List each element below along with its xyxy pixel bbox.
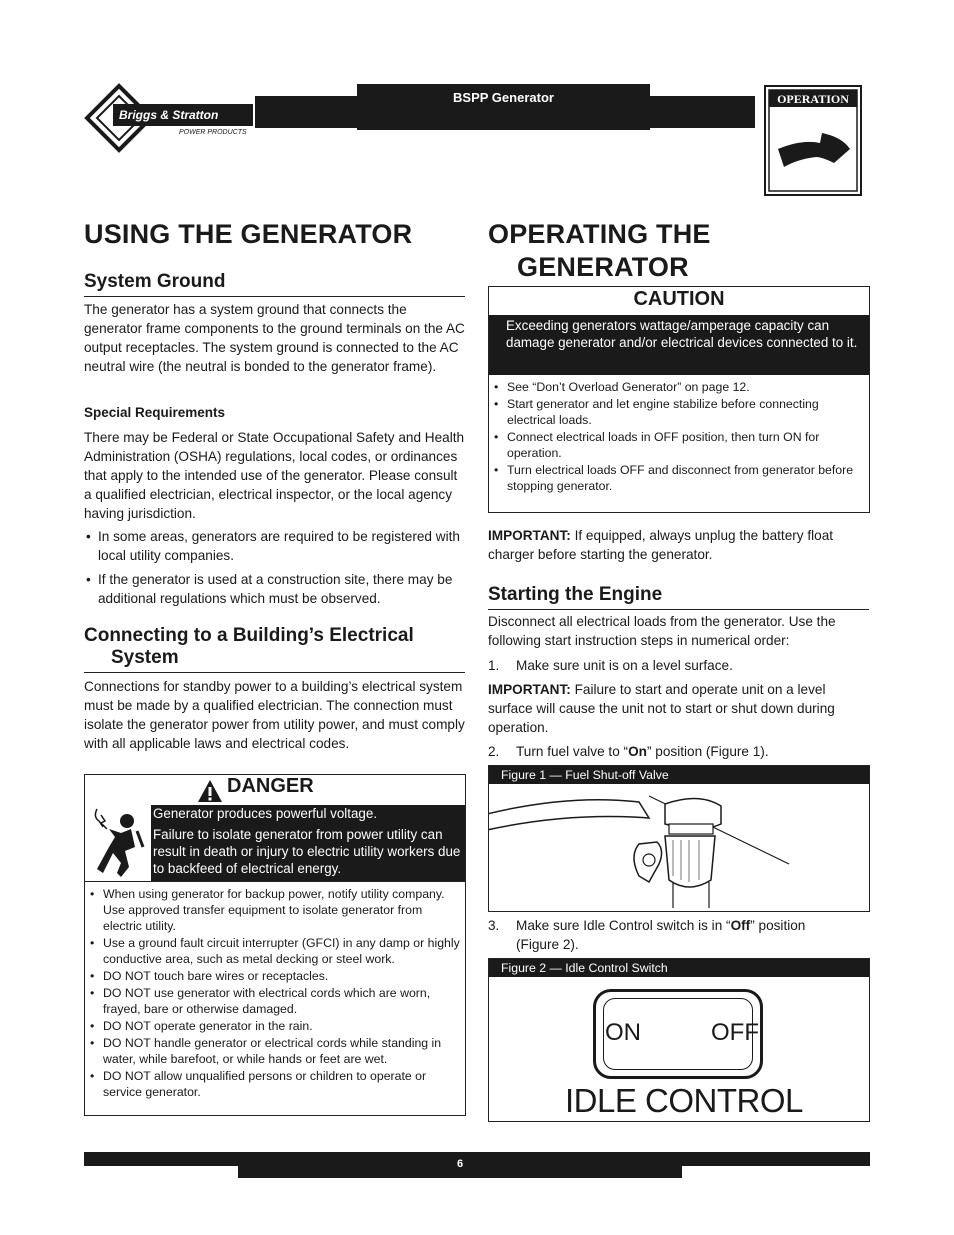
caution-list: [489, 379, 859, 495]
operation-label: OPERATION: [777, 92, 849, 106]
connecting-heading-line1: Connecting to a Building’s Electrical: [84, 625, 414, 646]
step-1-number: 1.: [488, 658, 500, 673]
header-title: BSPP Generator: [453, 90, 554, 105]
figure-1: [488, 765, 870, 912]
list-item: • When using generator for backup power, notify utility company. Use approved transfer equipment to isolate generator from electric utility.: [85, 886, 463, 934]
list-item: • If the generator is used at a construction site, there may be additional regulations which must be observed.: [84, 570, 466, 608]
figure-2: [488, 958, 870, 1122]
list-item: • DO NOT operate generator in the rain.: [85, 1018, 463, 1034]
list-item: • Start generator and let engine stabilize before connecting electrical loads.: [489, 396, 859, 428]
step-3-bold: Off: [730, 918, 751, 933]
list-item: • In some areas, generators are required to be registered with local utility companies.: [84, 527, 466, 565]
caution-box: [488, 286, 870, 513]
starting-engine-heading: Starting the Engine: [488, 584, 869, 610]
list-item: • Use a ground fault circuit interrupter (GFCI) in any damp or highly conductive area, such as metal decking or steel work.: [85, 935, 463, 967]
connecting-heading: [84, 625, 465, 673]
step-1-text: Make sure unit is on a level surface.: [516, 658, 733, 673]
step-3-line2: (Figure 2).: [516, 937, 579, 952]
figure-1-caption: Figure 1 — Fuel Shut-off Valve: [489, 766, 869, 784]
connecting-heading-line2: System: [111, 647, 179, 668]
step-2-post: ” position (Figure 1).: [646, 744, 769, 759]
important-label: IMPORTANT:: [488, 682, 571, 697]
starting-intro: Disconnect all electrical loads from the generator. Use the following start instruction steps in numerical order:: [488, 614, 836, 648]
system-ground-body: The generator has a system ground that connects the generator frame components to the ground terminals on the AC output receptacles. The system ground is connected to the AC neutral wire (the neutral is bonded to the generator frame).: [84, 302, 465, 374]
connecting-body: Connections for standby power to a building’s electrical system must be made by a qualified electrician. The connection must isolate the generator power from utility power, and must comply with all applicable laws and electrical codes.: [84, 679, 465, 751]
brand-subtitle: POWER PRODUCTS: [179, 129, 247, 136]
step-3-post: ” position: [750, 918, 806, 933]
electrocution-icon: [91, 807, 147, 884]
important-battery-note: [488, 526, 870, 564]
list-item: • See “Don’t Overload Generator” on page 12.: [489, 379, 859, 395]
step-2-pre: Turn fuel valve to “: [516, 744, 629, 759]
danger-list: [85, 886, 463, 1101]
danger-box: [84, 774, 466, 1116]
operating-title-line1: OPERATING THE: [488, 219, 711, 249]
brand-name: Briggs & Stratton: [119, 108, 219, 122]
using-generator-title: USING THE GENERATOR: [84, 219, 413, 249]
switch-on-label: ON: [605, 1019, 641, 1046]
special-requirements-body: There may be Federal or State Occupational Safety and Health Administration (OSHA) regulations, local codes, or ordinances that apply to the intended use of the generator. Please consult a qualified electrician, electrical inspector, or the local agency having jurisdiction.: [84, 430, 465, 521]
figure-2-caption: Figure 2 — Idle Control Switch: [489, 959, 869, 977]
caution-label: CAUTION: [633, 288, 725, 310]
list-item: • Connect electrical loads in OFF position, then turn ON for operation.: [489, 429, 859, 461]
operating-title-line2: GENERATOR: [517, 252, 689, 282]
special-requirements-heading: Special Requirements: [84, 405, 226, 420]
special-requirements-list: [84, 527, 466, 613]
fuel-valve-illustration: [489, 784, 869, 916]
page-number: 6: [456, 1158, 464, 1170]
danger-label: DANGER: [227, 775, 314, 797]
danger-warning-1: Generator produces powerful voltage.: [153, 806, 378, 821]
list-item: • DO NOT touch bare wires or receptacles.: [85, 968, 463, 984]
operating-generator-title: [488, 218, 711, 284]
switch-off-label: OFF: [711, 1019, 759, 1046]
step-3-text: [516, 916, 866, 954]
brand-logo: [83, 82, 263, 154]
system-ground-heading: System Ground: [84, 271, 465, 297]
idle-control-label: IDLE CONTROL: [565, 1082, 803, 1119]
important-label: IMPORTANT:: [488, 528, 571, 543]
warning-triangle-icon: [197, 779, 223, 808]
divider: [85, 881, 465, 882]
list-item: • DO NOT use generator with electrical cords which are worn, frayed, bare or otherwise damaged.: [85, 985, 463, 1017]
operation-tab: [764, 85, 862, 196]
step-2-text: [516, 742, 769, 761]
danger-warning-2: Failure to isolate generator from power utility can result in death or injury to electric utility workers due to backfeed of electrical energy.: [153, 827, 461, 876]
step-3-number: 3.: [488, 918, 500, 933]
important-text: Failure to start and operate unit on a level surface will cause the unit not to start or shut down during operation.: [488, 682, 835, 735]
important-text: If equipped, always unplug the battery float charger before starting the generator.: [488, 528, 834, 562]
caution-warning: Exceeding generators wattage/amperage capacity can damage generator and/or electrical devices connected to it.: [506, 318, 858, 350]
list-item: • Turn electrical loads OFF and disconnect from generator before stopping generator.: [489, 462, 859, 494]
step-2-number: 2.: [488, 744, 500, 759]
step-3-pre: Make sure Idle Control switch is in “: [516, 918, 731, 933]
list-item: • DO NOT handle generator or electrical cords while standing in water, while barefoot, or while hands or feet are wet.: [85, 1035, 463, 1067]
list-item: • DO NOT allow unqualified persons or children to operate or service generator.: [85, 1068, 463, 1100]
step-2-bold: On: [628, 744, 647, 759]
important-level-note: [488, 680, 870, 737]
